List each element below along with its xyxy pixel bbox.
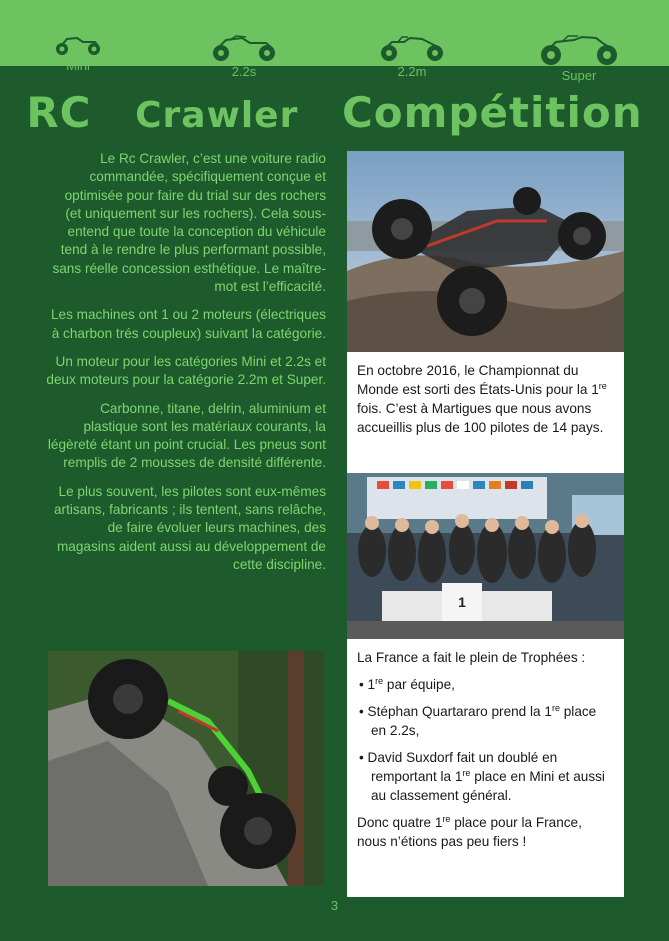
intro-text-column <box>46 150 326 584</box>
paragraph: Le Rc Crawler, c’est une voiture radio commandée, spécifiquement conçue et optimisée pour faire du trial sur des rochers (et uniquement sur les rochers). Cela sous-entend que toute la conception du véhicule tend à le rendre le plus performant possible, sans réelle concession esthétique. Le maître-mot est l’efficacité. <box>52 151 326 295</box>
trophies-intro: La France a fait le plein de Trophées : <box>357 650 586 665</box>
page-title <box>0 88 669 137</box>
paragraph: Les machines ont 1 ou 2 moteurs (électriques à charbon trés coupleux) suivant la catégorie. <box>50 307 326 341</box>
list-item: • 1re par équipe, <box>359 676 455 692</box>
buggy-icon <box>51 34 105 56</box>
buggy-icon <box>206 34 282 62</box>
title-word: Crawler <box>135 95 299 136</box>
championship-text: En octobre 2016, le Championnat du Monde est sorti des États-Unis pour la 1re fois. C’est à Martigues que nous avons accueillis plus de 100 pilotes de 14 pays. <box>357 363 607 435</box>
category-super <box>519 34 639 83</box>
list-item: • Stéphan Quartararo prend la 1re place en 2.2s, <box>359 703 597 738</box>
right-column <box>347 151 624 897</box>
title-word: RC <box>26 88 92 137</box>
paragraph: Un moteur pour les catégories Mini et 2.2s et deux moteurs pour la catégorie 2.2m et Super. <box>46 353 326 388</box>
buggy-icon <box>374 34 450 62</box>
crawler-on-rock-photo <box>347 151 624 352</box>
buggy-icon <box>534 34 624 66</box>
trophies-info-box <box>347 639 624 897</box>
category-mini <box>18 34 138 73</box>
page-number: 3 <box>330 898 339 913</box>
category-2-2s <box>184 34 304 79</box>
paragraph: Le plus souvent, les pilotes sont eux-mêmes artisans, fabricants ; ils tentent, sans relâche, de faire évoluer leurs machines, des magasins aident aussi au développement de cette discipline. <box>53 483 326 572</box>
trophies-outro: Donc quatre 1re place pour la France, nous n’étions pas peu fiers ! <box>357 814 582 849</box>
category-label: 2.2s <box>231 64 257 79</box>
championship-info-box <box>347 352 624 473</box>
paragraph: Carbonne, titane, delrin, aluminium et plastique sont les matériaux courants, la légèreté étant un point crucial. Les pneus sont remplis de 2 mousses de densité différente. <box>47 400 326 471</box>
list-item: • David Suxdorf fait un doublé en remportant la 1re place en Mini et aussi au classement général. <box>359 750 605 803</box>
category-2-2m <box>352 34 472 79</box>
green-crawler-photo <box>48 651 324 886</box>
podium-number: 1 <box>458 594 466 610</box>
category-label: Mini <box>66 58 90 73</box>
category-label: 2.2m <box>397 64 427 79</box>
title-word: Compétition <box>341 88 643 137</box>
team-podium-photo <box>347 473 624 639</box>
category-label: Super <box>561 68 597 83</box>
